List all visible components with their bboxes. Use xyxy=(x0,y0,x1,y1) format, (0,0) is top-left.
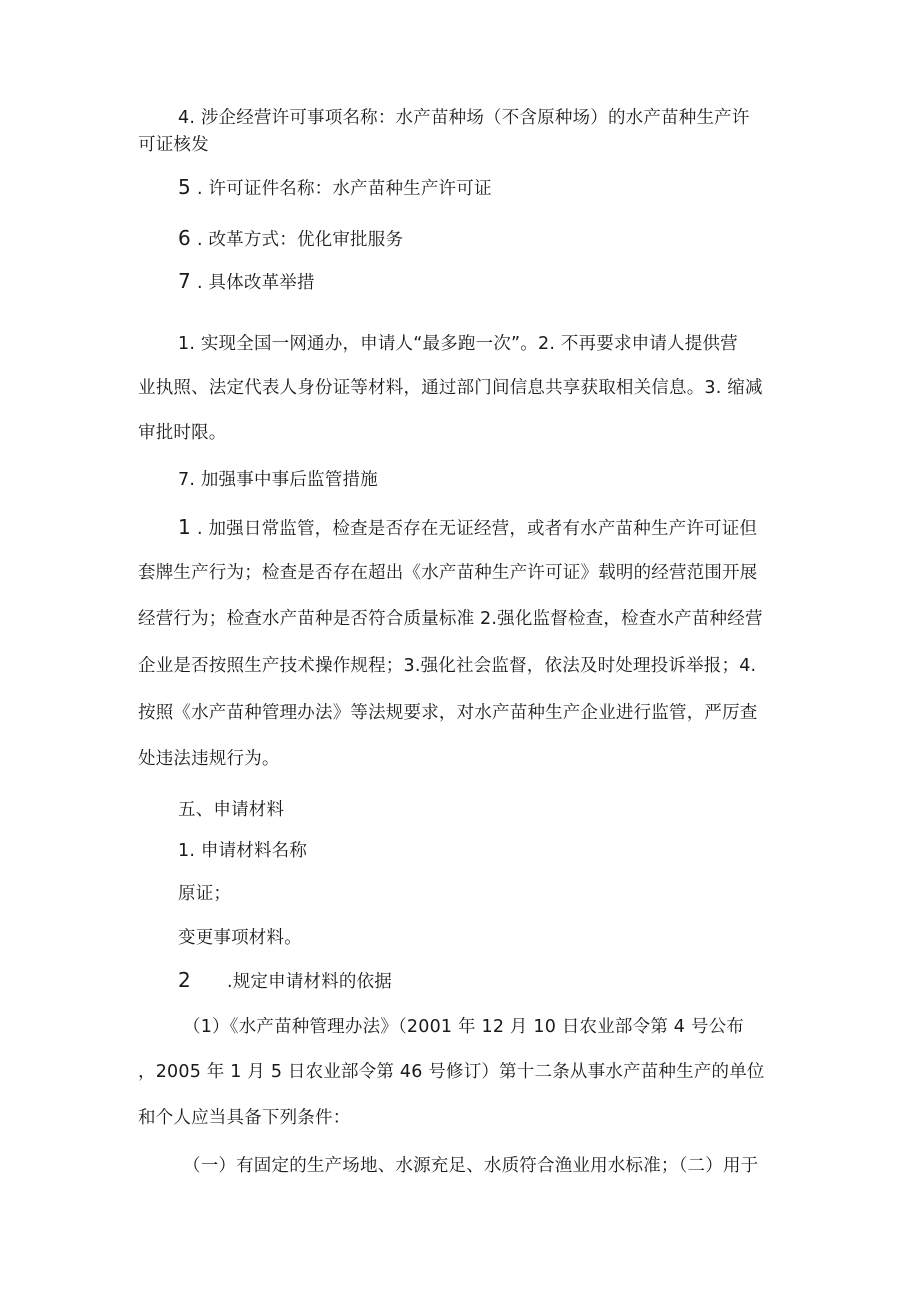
item-6-number: 6 xyxy=(178,226,191,250)
supervision-para-line-1 xyxy=(178,515,828,541)
supervision-para-line-4: 企业是否按照生产技术操作规程；3.强化社会监督，依法及时处理投诉举报；4. xyxy=(138,656,757,676)
material-change-items: 变更事项材料。 xyxy=(178,928,302,948)
section-5-heading: 五、申请材料 xyxy=(178,800,285,820)
materials-name-heading: 1. 申请材料名称 xyxy=(178,841,308,861)
reform-para-line-2: 业执照、法定代表人身份证等材料，通过部门间信息共享获取相关信息。3. 缩减 xyxy=(138,378,763,398)
item-6 xyxy=(178,226,828,252)
item-4-line-1: 4. 涉企经营许可事项名称：水产苗种场（不含原种场）的水产苗种生产许 xyxy=(178,108,750,128)
supervision-para-line-6: 处违法违规行为。 xyxy=(138,749,280,769)
reform-para-line-1: 1. 实现全国一网通办，申请人“最多跑一次”。2. 不再要求申请人提供营 xyxy=(178,334,738,354)
basis-para-line-1: （1）《水产苗种管理办法》（2001 年 12 月 10 日农业部令第 4 号公布 xyxy=(183,1017,744,1037)
basis-text: .规定申请材料的依据 xyxy=(226,972,392,992)
item-7-number: 7 xyxy=(178,269,191,293)
item-7-text: . 具体改革举措 xyxy=(196,273,315,293)
item-5-number: 5 xyxy=(178,175,191,199)
supervision-heading: 7. 加强事中事后监管措施 xyxy=(178,470,378,490)
item-5 xyxy=(178,175,828,201)
item-5-text: . 许可证件名称：水产苗种生产许可证 xyxy=(196,179,492,199)
supervision-number: 1 xyxy=(178,515,191,539)
item-7 xyxy=(178,269,828,295)
material-original-cert: 原证； xyxy=(178,884,232,904)
reform-para-line-3: 审批时限。 xyxy=(138,423,227,443)
conditions-line-1: （一）有固定的生产场地、水源充足、水质符合渔业用水标准；（二）用于 xyxy=(183,1156,759,1176)
basis-number: 2 xyxy=(178,968,191,992)
basis-para-line-3: 和个人应当具备下列条件： xyxy=(138,1108,351,1128)
item-4-line-2: 可证核发 xyxy=(138,135,209,155)
supervision-text-1: . 加强日常监管，检查是否存在无证经营，或者有水产苗种生产许可证但 xyxy=(196,519,758,539)
supervision-para-line-5: 按照《水产苗种管理办法》等法规要求，对水产苗种生产企业进行监管，严厉查 xyxy=(138,703,758,723)
item-6-text: . 改革方式：优化审批服务 xyxy=(196,230,404,250)
supervision-para-line-3: 经营行为；检查水产苗种是否符合质量标准 2.强化监督检查，检查水产苗种经营 xyxy=(138,609,763,629)
basis-heading xyxy=(178,968,828,994)
basis-para-line-2: ，2005 年 1 月 5 日农业部令第 46 号修订）第十二条从事水产苗种生产的单位 xyxy=(138,1062,765,1082)
supervision-para-line-2: 套牌生产行为；检查是否存在超出《水产苗种生产许可证》载明的经营范围开展 xyxy=(138,563,758,583)
